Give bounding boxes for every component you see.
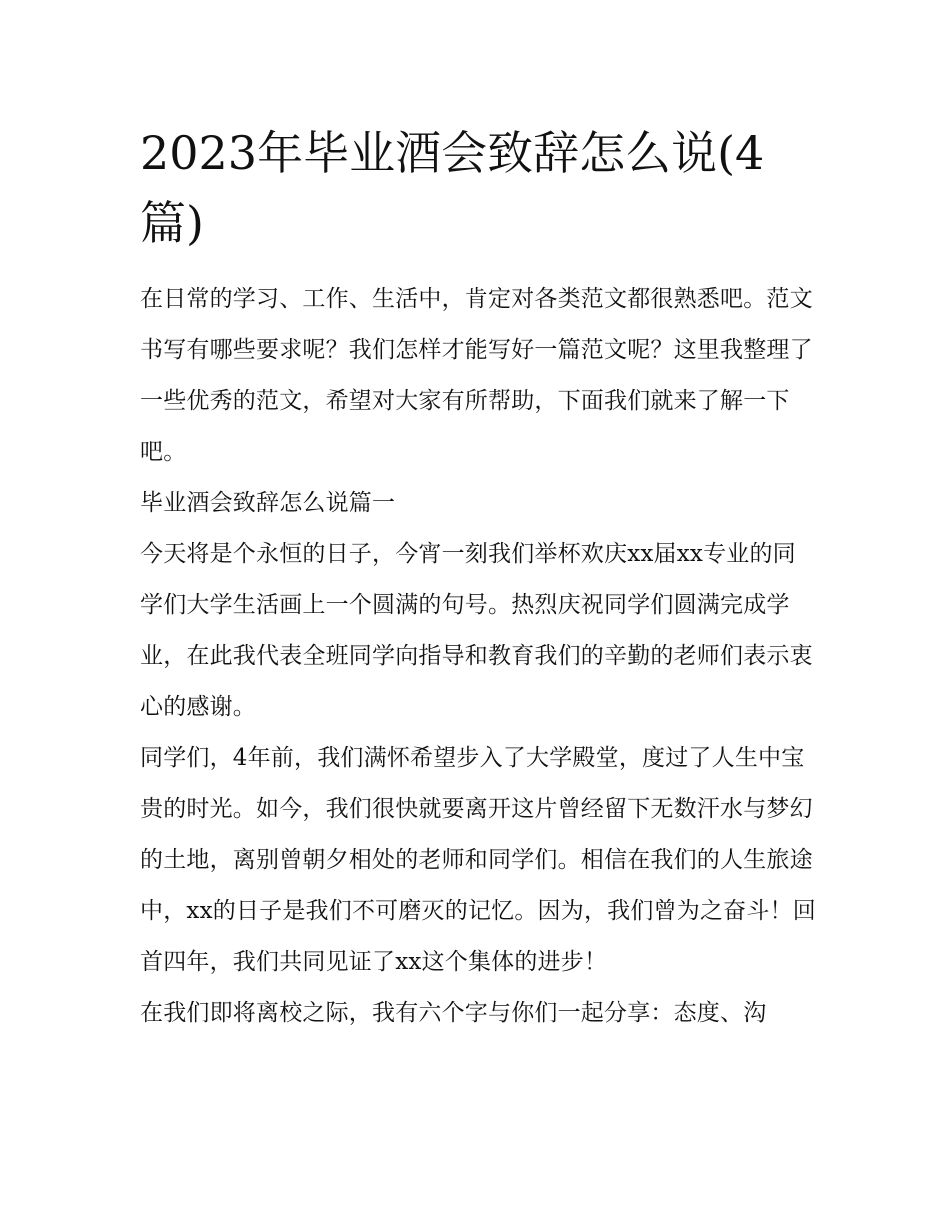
paragraph-intro: 在日常的学习、工作、生活中，肯定对各类范文都很熟悉吧。范文书写有哪些要求呢？我们怎样才能写好一篇范文呢？这里我整理了一些优秀的范文，希望对大家有所帮助，下面我们就来了解一下吧。 (140, 286, 813, 465)
paragraph-classmates: 同学们，4年前，我们满怀希望步入了大学殿堂，度过了人生中宝贵的时光。如今，我们很快就要离开这片曾经留下无数汗水与梦幻的土地，离别曾朝夕相处的老师和同学们。相信在我们的人生旅途中，xx的日子是我们不可磨灭的记忆。因为，我们曾为之奋斗！回首四年，我们共同见证了xx这个集体的进步！ (140, 745, 816, 975)
document-title: 2023年毕业酒会致辞怎么说(4篇) (140, 126, 765, 250)
paragraph-opening: 今天将是个永恒的日子，今宵一刻我们举杯欢庆xx届xx专业的同学们大学生活画上一个圆满的句号。热烈庆祝同学们圆满完成学业，在此我代表全班同学向指导和教育我们的辛勤的老师们表示衷心的感谢。 (140, 541, 813, 720)
paragraph-six-words: 在我们即将离校之际，我有六个字与你们一起分享：态度、沟 (140, 1000, 767, 1026)
section-heading: 毕业酒会致辞怎么说篇一 (140, 490, 396, 516)
document-body (140, 274, 816, 1039)
